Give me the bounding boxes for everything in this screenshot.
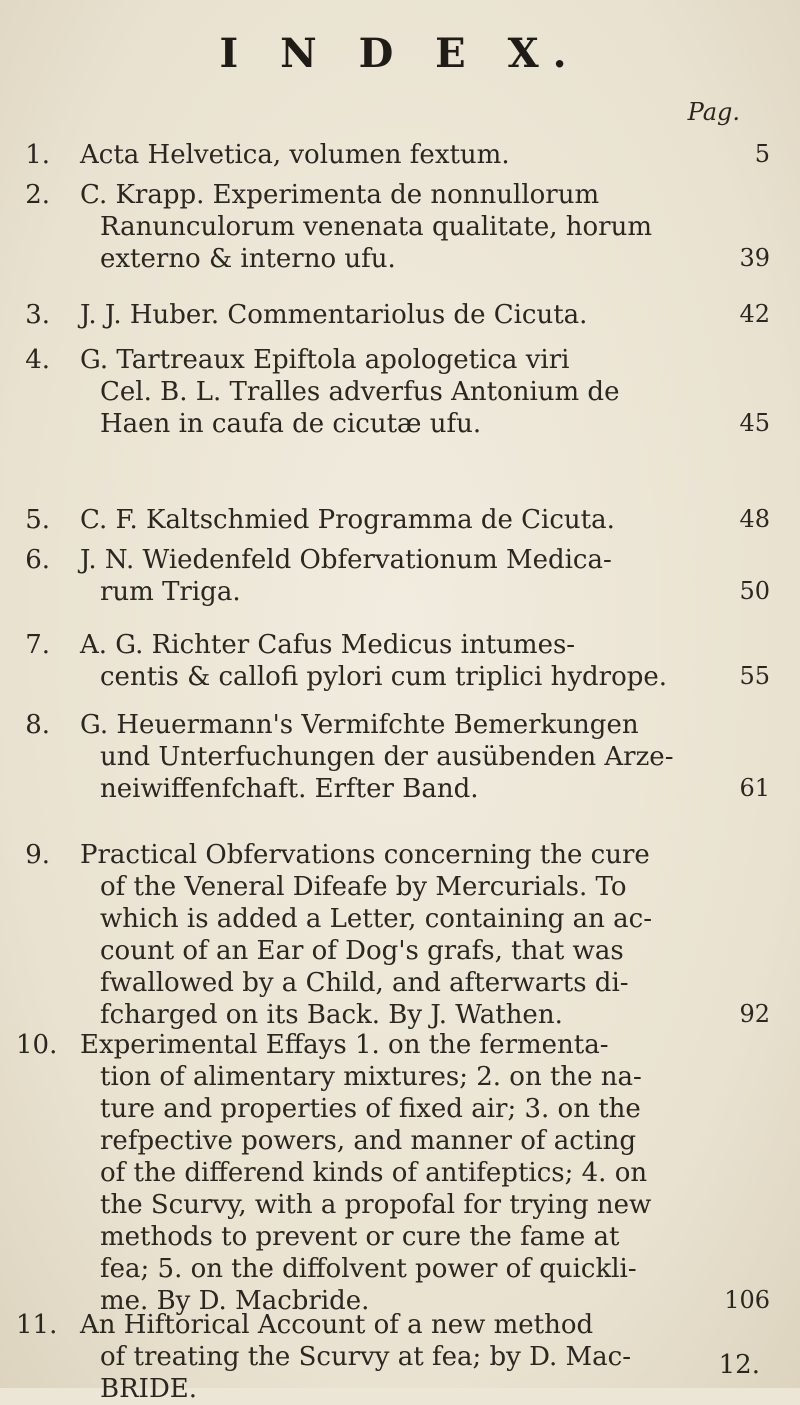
entry-line: which is added a Letter, containing an ac-: [100, 904, 652, 934]
entry-number: 5.: [25, 505, 50, 535]
entry-line: ture and properties of fixed air; 3. on the: [100, 1094, 641, 1124]
entry-number: 7.: [25, 630, 50, 660]
entry-line: of the differend kinds of antifeptics; 4. on: [100, 1158, 648, 1188]
entry-line: Cel. B. L. Tralles adverfus Antonium de: [100, 377, 620, 407]
entry-line: Acta Helvetica, volumen fextum.: [80, 140, 510, 170]
entry-line: fcharged on its Back. By J. Wathen.: [100, 1000, 563, 1030]
entry-page-number: 106: [724, 1286, 770, 1314]
entry-line: count of an Ear of Dog's grafs, that was: [100, 936, 624, 966]
entry-line: refpective powers, and manner of acting: [100, 1126, 637, 1156]
entry-number: 11.: [16, 1310, 58, 1340]
entry-line: C. Krapp. Experimenta de nonnullorum: [80, 180, 600, 210]
entry-page-number: 50: [739, 577, 770, 605]
entry-page-number: 45: [739, 409, 770, 437]
entry-page-number: 61: [739, 774, 770, 802]
entry-line: C. F. Kaltschmied Programma de Cicuta.: [80, 505, 615, 535]
entry-line: fwallowed by a Child, and afterwarts di-: [100, 968, 629, 998]
entry-number: 4.: [25, 345, 50, 375]
entry-line: BRIDE.: [100, 1374, 198, 1404]
entry-page-number: 42: [739, 300, 770, 328]
entry-page-number: 48: [739, 505, 770, 533]
entry-line: Haen in caufa de cicutæ ufu.: [100, 409, 482, 439]
entry-number: 3.: [25, 300, 50, 330]
entry-line: tion of alimentary mixtures; 2. on the na-: [100, 1062, 642, 1092]
entry-line: me. By D. Macbride.: [100, 1286, 370, 1316]
entry-line: rum Triga.: [100, 577, 241, 607]
entry-line: A. G. Richter Cafus Medicus intumes-: [80, 630, 576, 660]
entry-page-number: 5: [754, 140, 770, 168]
entry-line: externo & interno ufu.: [100, 244, 396, 274]
entry-line: neiwiffenfchaft. Erfter Band.: [100, 774, 479, 804]
entry-number: 6.: [25, 545, 50, 575]
entry-number: 1.: [25, 140, 50, 170]
entry-line: the Scurvy, with a propofal for trying new: [100, 1190, 652, 1220]
entry-number: 9.: [25, 840, 50, 870]
entry-line: Experimental Effays 1. on the fermenta-: [80, 1030, 609, 1060]
entry-line: of the Veneral Difeafe by Mercurials. To: [100, 872, 627, 902]
entry-number: 2.: [25, 180, 50, 210]
entry-line: of treating the Scurvy at fea; by D. Mac-: [100, 1342, 632, 1372]
entry-number: 10.: [16, 1030, 58, 1060]
entry-line: J. N. Wiedenfeld Obfervationum Medica-: [80, 545, 612, 575]
entry-line: G. Tartreaux Epiftola apologetica viri: [80, 345, 570, 375]
entry-line: G. Heuermann's Vermifchte Bemerkungen: [80, 710, 639, 740]
entry-page-number: 55: [739, 662, 770, 690]
page-column-label: Pag.: [687, 98, 740, 126]
entry-page-number: 92: [739, 1000, 770, 1028]
entry-line: und Unterfuchungen der ausübenden Arze-: [100, 742, 674, 772]
entry-line: fea; 5. on the diffolvent power of quickli-: [100, 1254, 637, 1284]
entry-number: 8.: [25, 710, 50, 740]
entry-line: centis & callofi pylori cum triplici hydrope.: [100, 662, 668, 692]
entry-line: Ranunculorum venenata qualitate, horum: [100, 212, 653, 242]
page-title: I N D E X.: [219, 30, 581, 77]
catchword: 12.: [718, 1350, 760, 1380]
entry-line: Practical Obfervations concerning the cure: [80, 840, 650, 870]
entry-page-number: 39: [739, 244, 770, 272]
entry-line: An Hiftorical Account of a new method: [80, 1310, 594, 1340]
entry-line: methods to prevent or cure the fame at: [100, 1222, 620, 1252]
entry-line: J. J. Huber. Commentariolus de Cicuta.: [80, 300, 588, 330]
